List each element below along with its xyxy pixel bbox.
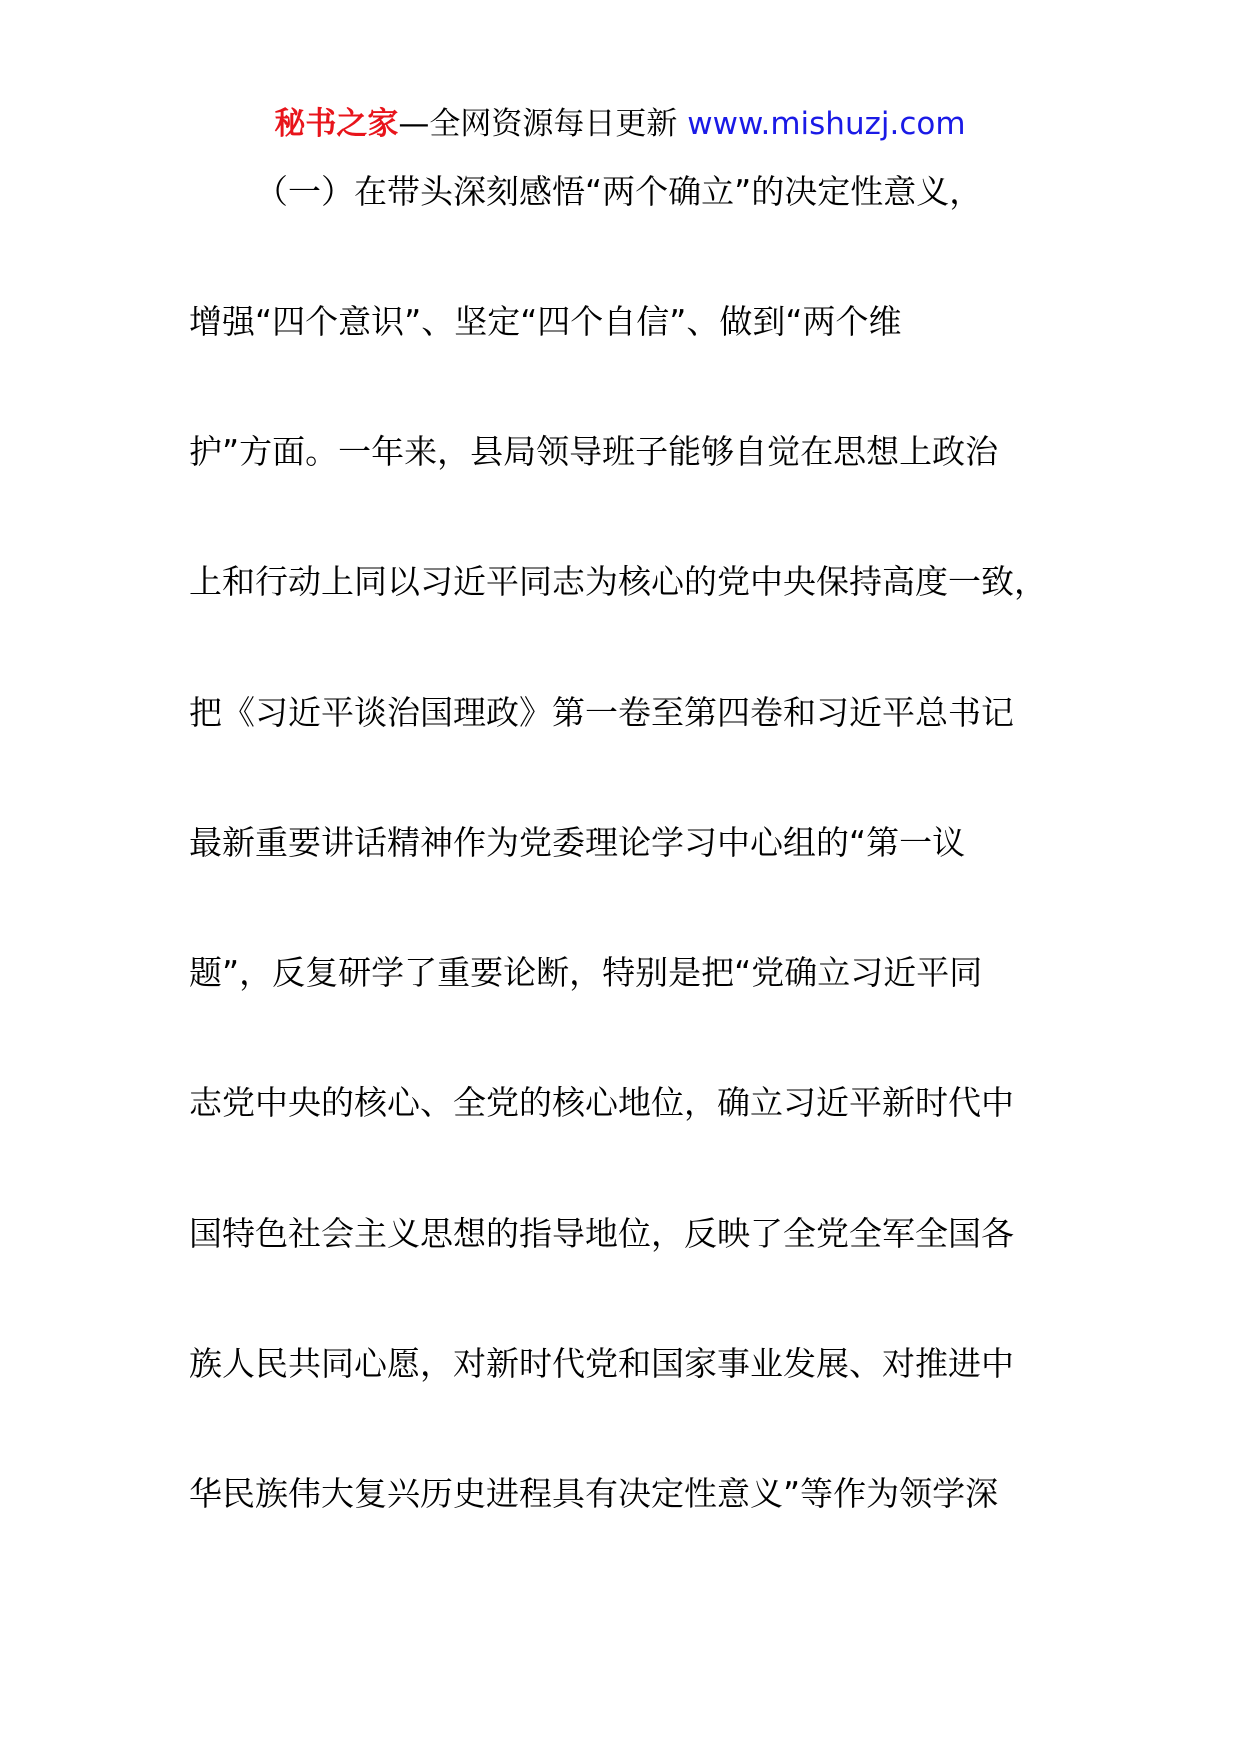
paragraph-line: 增强“四个意识”、坚定“四个自信”、做到“两个维 (189, 302, 902, 341)
paragraph-line: 族人民共同心愿，对新时代党和国家事业发展、对推进中 (189, 1344, 1014, 1383)
paragraph-line: 上和行动上同以习近平同志为核心的党中央保持高度一致， (189, 562, 1047, 601)
header-slogan: —全网资源每日更新 (398, 106, 678, 142)
paragraph-line: （一）在带头深刻感悟“两个确立”的决定性意义， (255, 172, 983, 211)
paragraph-line: 华民族伟大复兴历史进程具有决定性意义”等作为领学深 (189, 1474, 999, 1513)
header-brand: 秘书之家 (274, 106, 399, 142)
paragraph-line: 护”方面。一年来，县局领导班子能够自觉在思想上政治 (189, 432, 999, 471)
paragraph-line: 国特色社会主义思想的指导地位，反映了全党全军全国各 (189, 1214, 1014, 1253)
document-body (189, 0, 1189, 1754)
header-url-link[interactable]: www.mishuzj.com (677, 106, 966, 142)
paragraph-line: 题”，反复研学了重要论断，特别是把“党确立习近平同 (189, 953, 983, 992)
paragraph-line: 最新重要讲话精神作为党委理论学习中心组的“第一议 (189, 823, 966, 862)
paragraph-line: 志党中央的核心、全党的核心地位，确立习近平新时代中 (189, 1083, 1014, 1122)
paragraph-line: 把《习近平谈治国理政》第一卷至第四卷和习近平总书记 (189, 693, 1014, 732)
